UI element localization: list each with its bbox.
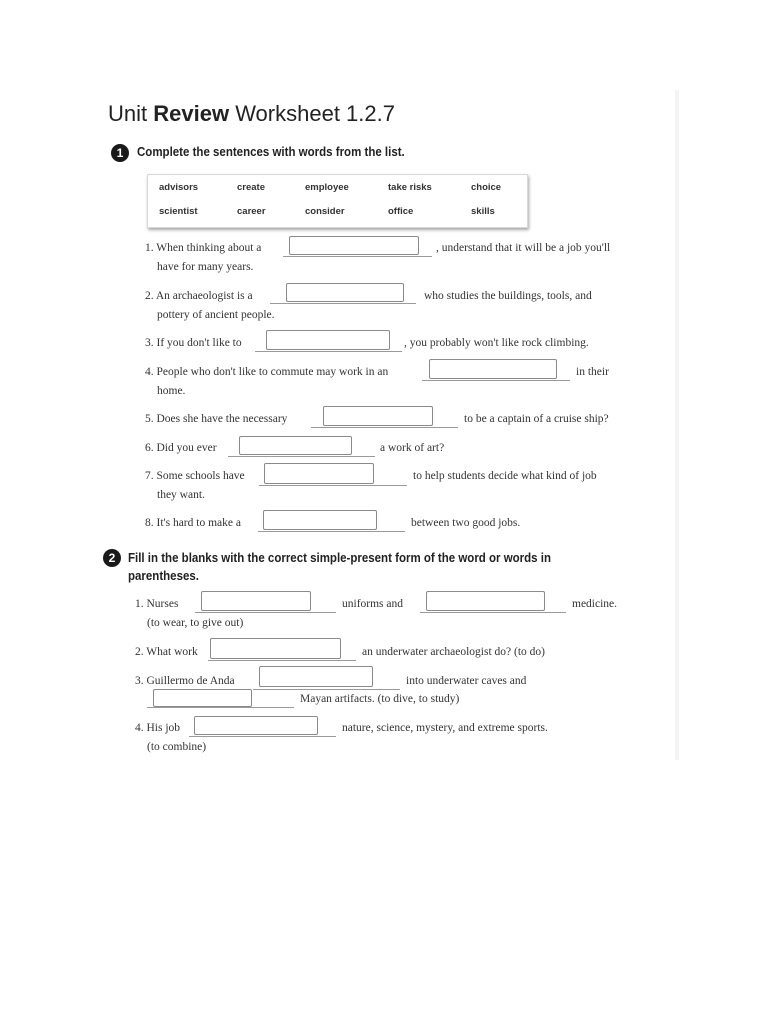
exercise-2-3-text: 3. Guillermo de Anda — [135, 675, 235, 687]
answer-input-1-3[interactable] — [266, 330, 390, 350]
answer-input-1-1[interactable] — [289, 236, 419, 255]
answer-input-2-3b[interactable] — [153, 689, 252, 707]
exercise-2-4-text: 4. His job — [135, 722, 181, 734]
word-bank-item: advisors — [159, 182, 199, 193]
answer-line — [311, 427, 458, 428]
answer-line — [420, 612, 566, 613]
question-6-text-after: a work of art? — [380, 442, 445, 454]
question-4-text: 4. People who don't like to commute may work in an — [145, 366, 389, 378]
section-1-heading: Complete the sentences with words from the list. — [137, 145, 405, 159]
word-bank-item: employee — [305, 182, 349, 193]
word-bank-item: choice — [471, 182, 502, 193]
title-prefix: Unit — [108, 101, 154, 126]
answer-input-2-3a[interactable] — [259, 666, 373, 687]
question-1-text: 1. When thinking about a — [145, 242, 262, 254]
exercise-2-1-mid: uniforms and — [342, 598, 404, 610]
word-bank-item: skills — [471, 206, 495, 217]
question-7-text: 7. Some schools have — [145, 470, 245, 482]
answer-line — [255, 351, 402, 352]
section-2-heading-line2: parentheses. — [128, 569, 199, 583]
answer-input-2-1a[interactable] — [201, 591, 311, 611]
answer-input-1-8[interactable] — [263, 510, 377, 530]
word-bank-item: career — [237, 206, 266, 217]
question-3-text: 3. If you don't like to — [145, 337, 242, 349]
exercise-2-3-after: into underwater caves and — [406, 675, 527, 687]
answer-line — [195, 612, 336, 613]
answer-input-1-7[interactable] — [264, 463, 374, 484]
title-bold: Review — [153, 101, 230, 126]
exercise-2-3-cont: Mayan artifacts. (to dive, to study) — [300, 693, 460, 705]
word-bank-item: consider — [305, 206, 345, 217]
worksheet-title — [108, 101, 395, 127]
question-6-text: 6. Did you ever — [145, 442, 217, 454]
answer-line — [422, 380, 570, 381]
exercise-2-4-after: nature, science, mystery, and extreme sports. — [342, 722, 548, 734]
exercise-2-4-cont: (to combine) — [147, 741, 207, 753]
question-5-text: 5. Does she have the necessary — [145, 413, 288, 425]
section-2-number: 2 — [103, 549, 121, 567]
answer-line — [258, 531, 405, 532]
question-8-text: 8. It's hard to make a — [145, 517, 241, 529]
title-suffix: Worksheet 1.2.7 — [229, 101, 395, 126]
answer-line — [253, 689, 400, 690]
answer-line — [259, 485, 407, 486]
answer-line — [147, 707, 294, 708]
answer-input-2-2[interactable] — [210, 638, 341, 659]
exercise-2-2-after: an underwater archaeologist do? (to do) — [362, 646, 545, 658]
section-1-number: 1 — [111, 144, 129, 162]
answer-line — [189, 736, 336, 737]
word-bank-item: scientist — [159, 206, 198, 217]
answer-input-1-6[interactable] — [239, 436, 352, 455]
section-2-heading-line1: Fill in the blanks with the correct simple-present form of the word or words in — [128, 551, 551, 565]
question-4-text-cont: home. — [157, 385, 186, 397]
answer-input-2-4[interactable] — [194, 716, 318, 735]
question-3-text-after: , you probably won't like rock climbing. — [404, 337, 589, 349]
question-2-text: 2. An archaeologist is a — [145, 290, 253, 302]
word-bank-item: take risks — [388, 182, 432, 193]
question-5-text-after: to be a captain of a cruise ship? — [464, 413, 609, 425]
answer-input-1-5[interactable] — [323, 406, 433, 426]
answer-input-1-2[interactable] — [286, 283, 404, 302]
word-bank-item: create — [237, 182, 265, 193]
exercise-2-1-cont: (to wear, to give out) — [147, 617, 244, 629]
answer-line — [228, 456, 375, 457]
answer-line — [283, 256, 432, 257]
answer-line — [208, 660, 356, 661]
answer-input-1-4[interactable] — [429, 359, 557, 379]
question-2-text-cont: pottery of ancient people. — [157, 309, 275, 321]
question-7-text-after: to help students decide what kind of job — [413, 470, 597, 482]
exercise-2-2-text: 2. What work — [135, 646, 198, 658]
question-7-text-cont: they want. — [157, 489, 205, 501]
question-1-text-cont: have for many years. — [157, 261, 254, 273]
exercise-2-1-text: 1. Nurses — [135, 598, 179, 610]
question-8-text-after: between two good jobs. — [411, 517, 521, 529]
answer-input-2-1b[interactable] — [426, 591, 545, 611]
question-4-text-after: in their — [576, 366, 609, 378]
scan-shadow — [675, 90, 679, 760]
word-bank-item: office — [388, 206, 414, 217]
question-1-text-after: , understand that it will be a job you'll — [436, 242, 611, 254]
question-2-text-after: who studies the buildings, tools, and — [424, 290, 592, 302]
answer-line — [270, 303, 416, 304]
exercise-2-1-after: medicine. — [572, 598, 618, 610]
